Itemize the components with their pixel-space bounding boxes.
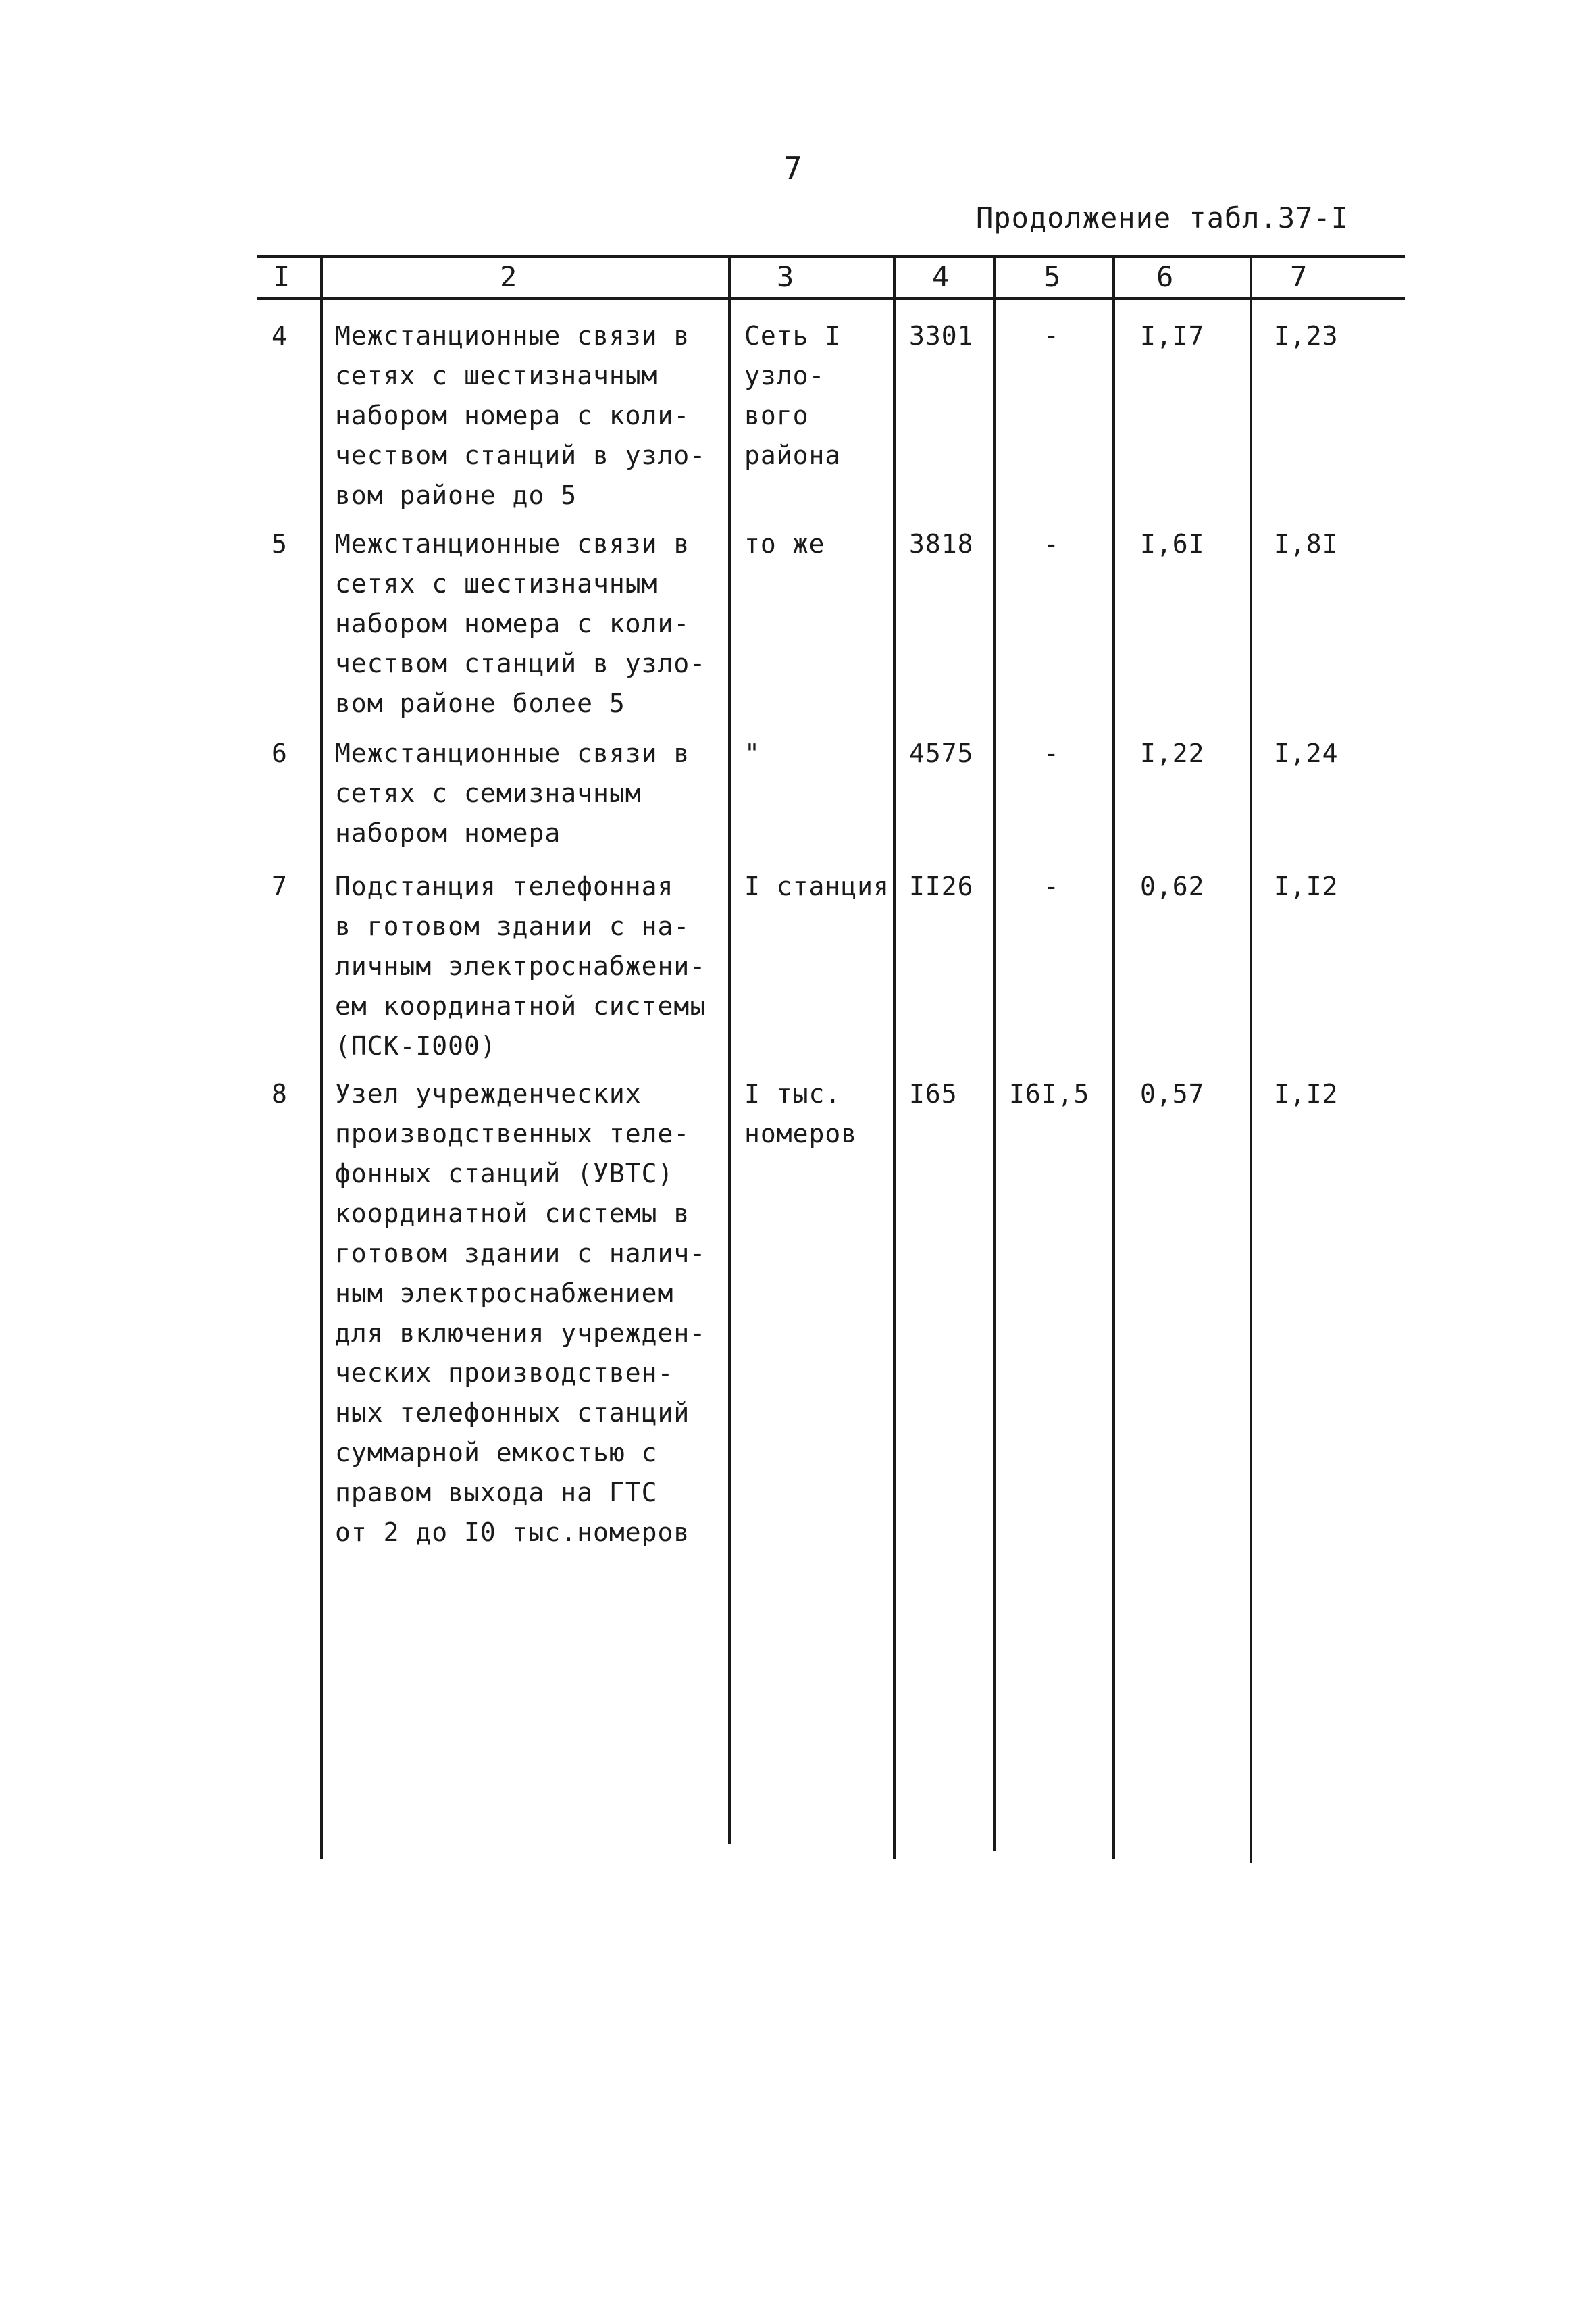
- row-col-7: I,I2: [1274, 1079, 1339, 1109]
- table-top-rule: [257, 255, 1405, 258]
- row-number: 5: [272, 529, 288, 559]
- row-col-4: 4575: [909, 738, 974, 768]
- header-col-1: I: [273, 260, 290, 293]
- column-divider: [728, 257, 731, 1844]
- column-divider: [1112, 257, 1115, 1859]
- header-col-6: 6: [1156, 260, 1174, 293]
- row-number: 6: [272, 738, 288, 768]
- row-col-7: I,I2: [1274, 872, 1339, 901]
- row-description: Узел учрежденческих производственных теле- фонных станций (УВТС) координатной системы в готовом здании с налич- ным электроснабжением для включения учрежден- ческих производствен- ных телефонных станций суммарной емкостью с правом выхода на ГТС от 2 до I0 тыс.номеров: [335, 1079, 706, 1547]
- row-col-6: I,22: [1140, 738, 1205, 768]
- header-col-2: 2: [500, 260, 517, 293]
- row-col-4: I65: [909, 1079, 958, 1109]
- row-number: 7: [272, 872, 288, 901]
- row-description: Межстанционные связи в сетях с шестизначным набором номера с коли- чеством станций в узло- вом районе до 5: [335, 321, 706, 510]
- row-description: Подстанция телефонная в готовом здании с на- личным электроснабжени- ем координатной системы (ПСК-I000): [335, 872, 706, 1061]
- row-col-5: -: [1044, 321, 1060, 351]
- column-divider: [893, 257, 896, 1859]
- row-unit: то же: [744, 529, 825, 559]
- row-col-5: -: [1044, 529, 1060, 559]
- row-col-5: -: [1044, 738, 1060, 768]
- row-number: 8: [272, 1079, 288, 1109]
- table-header-rule: [257, 297, 1405, 300]
- row-col-5: I6I,5: [1009, 1079, 1090, 1109]
- header-col-4: 4: [932, 260, 950, 293]
- header-col-5: 5: [1044, 260, 1061, 293]
- column-divider: [320, 257, 323, 1859]
- header-col-7: 7: [1290, 260, 1308, 293]
- row-description: Межстанционные связи в сетях с семизначным набором номера: [335, 738, 690, 848]
- row-number: 4: [272, 321, 288, 351]
- row-col-7: I,24: [1274, 738, 1339, 768]
- row-col-4: 3818: [909, 529, 974, 559]
- row-unit: I тыс. номеров: [744, 1079, 858, 1149]
- row-col-6: 0,62: [1140, 872, 1205, 901]
- row-col-7: I,8I: [1274, 529, 1339, 559]
- row-col-6: 0,57: [1140, 1079, 1205, 1109]
- row-unit: I станция: [744, 872, 890, 901]
- row-col-4: II26: [909, 872, 974, 901]
- row-unit: ": [744, 738, 761, 768]
- table-continuation-caption: Продолжение табл.37-I: [976, 201, 1349, 234]
- row-description: Межстанционные связи в сетях с шестизначным набором номера с коли- чеством станций в узло- вом районе более 5: [335, 529, 706, 718]
- row-col-7: I,23: [1274, 321, 1339, 351]
- column-divider: [993, 257, 996, 1851]
- column-divider: [1250, 257, 1252, 1863]
- page-number: 7: [783, 150, 802, 186]
- row-unit: Сеть I узло- вого района: [744, 321, 842, 470]
- header-col-3: 3: [777, 260, 794, 293]
- row-col-6: I,I7: [1140, 321, 1205, 351]
- row-col-6: I,6I: [1140, 529, 1205, 559]
- row-col-4: 3301: [909, 321, 974, 351]
- row-col-5: -: [1044, 872, 1060, 901]
